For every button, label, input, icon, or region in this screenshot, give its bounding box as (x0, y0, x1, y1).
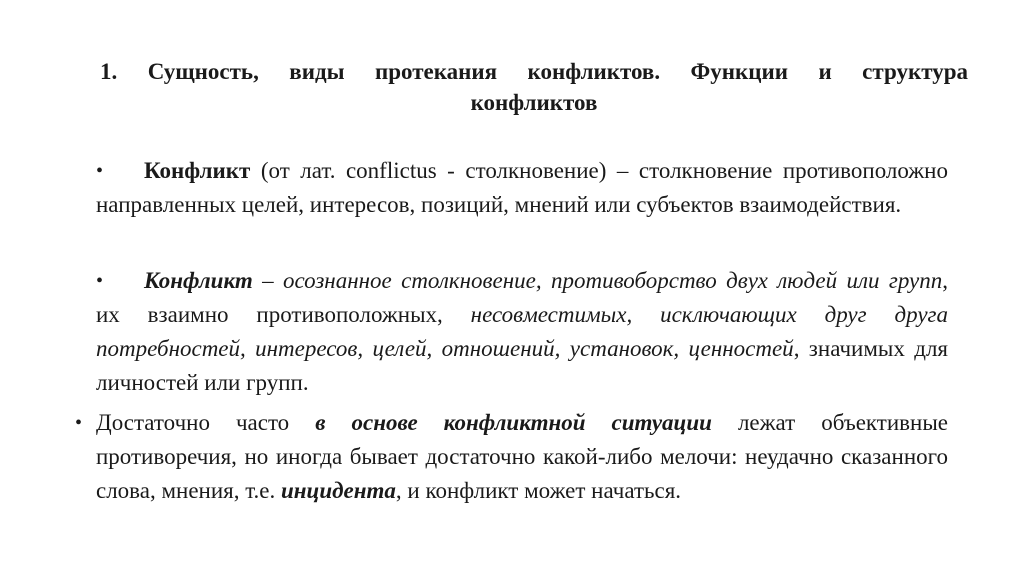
title-line-1: 1. Сущность, виды протекания конфликтов. Функции и структура (100, 59, 968, 84)
bullet-1: • (96, 160, 104, 182)
bullet-2: • (96, 270, 104, 292)
paragraph-definition-1 (96, 154, 948, 222)
situation-end: , и конфликт может начаться. (395, 478, 682, 503)
bullet-3: • (75, 412, 83, 434)
paragraph-definition-2 (96, 264, 948, 400)
situation-emphasis: в основе конфликтной ситуации (315, 410, 712, 435)
term-conflict: Конфликт (144, 268, 253, 293)
term-conflict: Конфликт (144, 158, 251, 183)
slide-title (100, 56, 968, 118)
situation-start: Достаточно часто (96, 410, 316, 435)
definition-italic: – осознанное столкновение, противоборство двух людей или групп (252, 268, 943, 293)
paragraph-situation (96, 406, 948, 508)
definition-mid: , их взаимно противоположных, (96, 268, 948, 327)
situation-mid: лежат объективные противоречия, но иногда бывает достаточно какой-либо мелочи: неудачно сказанного слова, мнения, т.е. (96, 410, 948, 503)
definition-text: (от лат. conflictus - столкновение) – столкновение противоположно направленных целей, интересов, позиций, мнений или субъектов взаимодействия. (96, 158, 948, 217)
definition-italic-tail: несовместимых, исключающих друг друга потребностей, интересов, целей, отношений, установок, ценностей (96, 302, 948, 361)
incident-emphasis: инцидента (281, 478, 396, 503)
definition-end: , значимых для личностей или групп. (96, 336, 949, 395)
title-line-2: конфликтов (470, 90, 598, 115)
